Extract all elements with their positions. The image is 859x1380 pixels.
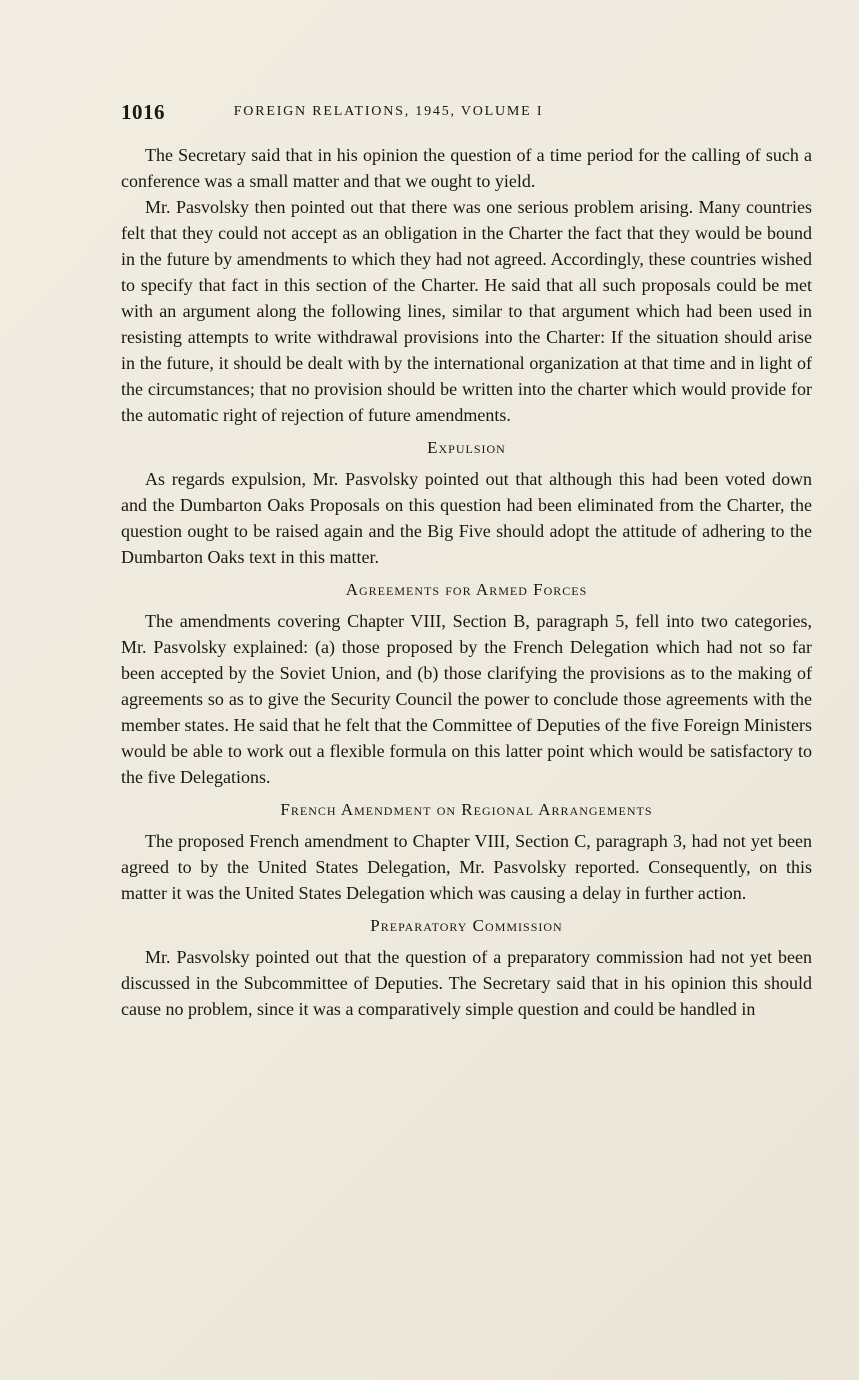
section-heading-french-amendment: French Amendment on Regional Arrangements [280, 800, 653, 819]
paragraph-expulsion: As regards expulsion, Mr. Pasvolsky pointed out that although this had been voted down and the Dumbarton Oaks Proposals on this question had been eliminated from the Charter, the question ought to be raised again and the Big Five should adopt the attitude of adhering to the Dumbarton Oaks text in this matter. [121, 469, 812, 567]
page-number: 1016 [121, 100, 165, 124]
paragraph-agreements-armed-forces: The amendments covering Chapter VIII, Section B, paragraph 5, fell into two categories, Mr. Pasvolsky explained: (a) those proposed by the French Delegation which had not so far been accepted by the Soviet Union, and (b) those clarifying the provisions as to the making of agreements so as to give the Security Council the power to conclude those agreements with the member states. He said that he felt that the Committee of Deputies of the five Foreign Ministers would be able to work out a flexible formula on this latter point which would be satisfactory to the five Delegations. [121, 611, 812, 787]
section-heading-preparatory-commission: Preparatory Commission [370, 916, 563, 935]
text-column [121, 100, 812, 1022]
section-heading-agreements-armed-forces: Agreements for Armed Forces [345, 580, 588, 599]
page-body [121, 142, 812, 1022]
paragraph-pasvolsky-amendments-problem: Mr. Pasvolsky then pointed out that there was one serious problem arising. Many countries felt that they could not accept as an obligation in the Charter the fact that they would be bound in the future by amendments to which they had not agreed. Accordingly, these countries wished to specify that fact in this section of the Charter. He said that all such proposals could be met with an argument along the following lines, similar to that argument which had been used in resisting attempts to write withdrawal provisions into the Charter: If the situation should arise in the future, it should be dealt with by the international organization at that time and in light of the circumstances; that no provision should be written into the charter which would provide for the automatic right of rejection of future amendments. [121, 197, 812, 425]
paragraph-preparatory-commission: Mr. Pasvolsky pointed out that the question of a preparatory commission had not yet been discussed in the Subcommittee of Deputies. The Secretary said that in his opinion this should cause no problem, since it was a comparatively simple question and could be handled in [121, 947, 812, 1019]
paragraph-secretary-time-period: The Secretary said that in his opinion the question of a time period for the calling of such a conference was a small matter and that we ought to yield. [121, 145, 812, 191]
section-heading-expulsion: Expulsion [427, 438, 506, 457]
paragraph-french-amendment: The proposed French amendment to Chapter VIII, Section C, paragraph 3, had not yet been agreed to by the United States Delegation, Mr. Pasvolsky reported. Consequently, on this matter it was the United States Delegation which was causing a delay in further action. [121, 831, 812, 903]
running-header: FOREIGN RELATIONS, 1945, VOLUME I [233, 104, 544, 119]
page-header [121, 100, 812, 126]
